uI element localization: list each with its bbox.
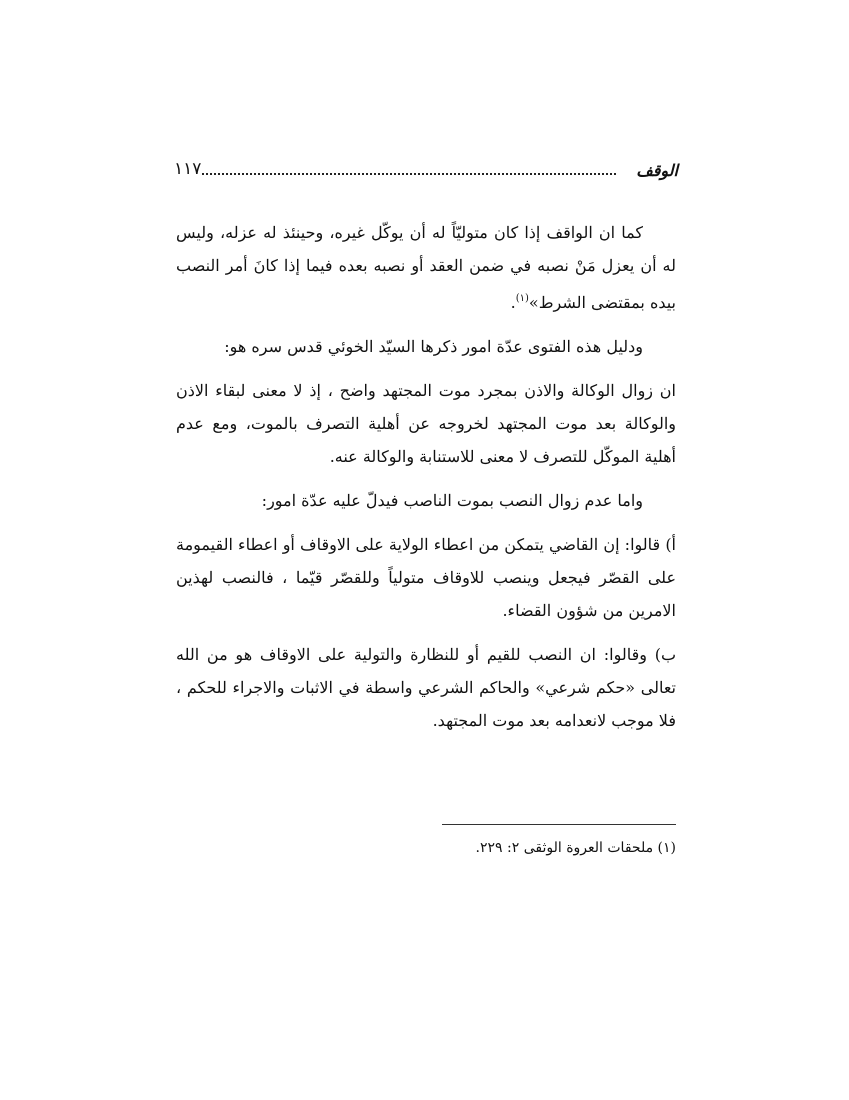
running-header <box>174 158 678 184</box>
running-title: الوقف <box>636 161 678 180</box>
paragraph-appointment-intro: واما عدم زوال النصب بموت الناصب فيدلّ عليه عدّة امور: <box>261 491 643 510</box>
paragraph-point-a: أ) قالوا: إن القاضي يتمكن من اعطاء الولاية على الاوقاف أو اعطاء القيمومة على القصّر فيجعل وينصب للاوقاف متولياً وللقصّر قيّما ، فالنصب لهذين الامرين من شؤون القضاء. <box>176 535 676 620</box>
header-dot-leader <box>202 173 616 175</box>
paragraph-agency-ends: ان زوال الوكالة والاذن بمجرد موت المجتهد واضح ، إذ لا معنى لبقاء الاذن والوكالة بعد موت المجتهد لخروجه عن أهلية التصرف بالموت، ومع عدم أهلية الموكّل للتصرف لا معنى للاستنابة والوكالة عنه. <box>176 381 676 466</box>
footnote: (١) ملحقات العروة الوثقى ٢: ٢٢٩. <box>475 840 676 856</box>
paragraph-text: كما ان الواقف إذا كان متوليّاً له أن يوكّل غيره، وحينئذ له عزله، وليس له أن يعزل مَنْ نصبه في ضمن العقد أو نصبه بعده فيما إذا كانَ أمر النصب بيده بمقتضى الشرط» <box>176 223 676 312</box>
paragraph-suffix: . <box>510 293 516 312</box>
footnote-marker: (١) <box>515 293 529 304</box>
body-text <box>176 216 676 748</box>
paragraph-point-b: ب) وقالوا: ان النصب للقيم أو للنظارة والتولية على الاوقاف هو من الله تعالى «حكم شرعي» والحاكم الشرعي واسطة في الاثبات والاجراء للحكم ، فلا موجب لانعدامه بعد موت المجتهد. <box>176 645 676 730</box>
page-number: ١١٧ <box>174 159 202 179</box>
paragraph-evidence-intro: ودليل هذه الفتوى عدّة امور ذكرها السيّد الخوئي قدس سره هو: <box>224 337 643 356</box>
paragraph-quote-end <box>176 216 676 319</box>
footnote-divider <box>442 824 676 825</box>
